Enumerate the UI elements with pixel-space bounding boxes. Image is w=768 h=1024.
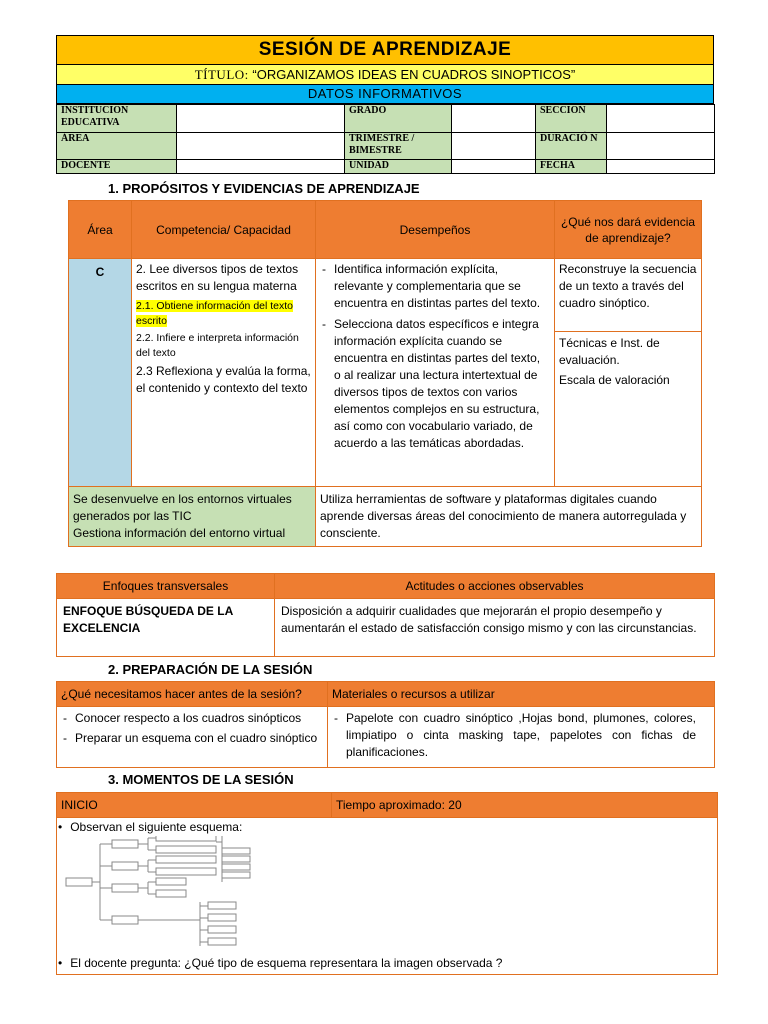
header-evidencia: ¿Qué nos dará evidencia de aprendizaje? [555,201,702,259]
tiempo-header: Tiempo aproximado: 20 [332,793,718,818]
materiales-header: Materiales o recursos a utilizar [328,682,715,707]
materiales-text: - Papelote con cuadro sinóptico ,Hojas bond, plumones, colores, limpiatipo o cinta masking tape, papelotes con fichas de planificaciones. [332,710,710,761]
antes-2: - Preparar un esquema con el cuadro sinóptico [61,730,323,747]
value-grado[interactable] [452,105,536,133]
antes-header: ¿Qué necesitamos hacer antes de la sesión? [57,682,328,707]
value-docente[interactable] [177,160,345,174]
enfoques-header: Enfoques transversales [57,574,275,599]
header-desempenos: Desempeños [316,201,555,259]
label-grado: GRADO [345,105,452,133]
area-cell: C [69,259,132,487]
antes-cell [57,707,328,768]
value-duracion[interactable] [607,133,715,160]
value-seccion[interactable] [607,105,715,133]
tic-cell [69,487,316,547]
value-trimestre[interactable] [452,133,536,160]
page-title: SESIÓN DE APRENDIZAJE [258,39,512,60]
competencia-cell [132,259,316,487]
subtitle-label: TÍTULO: [194,67,249,82]
label-fecha: FECHA [536,160,607,174]
value-unidad[interactable] [452,160,536,174]
enfoque-desc: Disposición a adquirir cualidades que mejorarán el propio desempeño y aumentarán el estado de satisfacción consigo mismo y con las circunstancias. [275,599,715,657]
datos-bar [56,85,714,104]
desempenos-cell [316,259,555,487]
competencia-text: 2. Lee diversos tipos de textos escritos en su lengua materna [136,262,299,293]
bullet-pregunta: • El docente pregunta: ¿Qué tipo de esquema representara la imagen observada ? [58,956,502,970]
actitudes-header: Actitudes o acciones observables [275,574,715,599]
tic-desc: Utiliza herramientas de software y plataformas digitales cuando aprende diversas áreas del conocimiento de manera autorregulada y consciente. [316,487,702,547]
label-unidad: UNIDAD [345,160,452,174]
enfoque-name: ENFOQUE BÚSQUEDA DE LA EXCELENCIA [57,599,275,657]
label-seccion: SECCION [536,105,607,133]
propositos-table [68,200,702,547]
preparacion-table [56,681,715,768]
evidencia-cell: Reconstruye la secuencia de un texto a través del cuadro sinóptico. [555,259,702,332]
header-area: Área [69,201,132,259]
desempeno-2: - Selecciona datos específicos e integra información explícita cuando se encuentra en distintas partes del texto, o al realizar una lectura intertextual de diversos tipos de textos con varios elementos complejos en su estructura, así como con vocabulario variado, de acuerdo a las temáticas abordadas. [320,316,550,452]
enfoques-table [56,573,715,657]
tecnicas-cell [555,332,702,487]
tic-sub: Gestiona información del entorno virtual [73,526,286,540]
value-fecha[interactable] [607,160,715,174]
section3-title: 3. MOMENTOS DE LA SESIÓN [108,772,294,787]
tic-title: Se desenvuelve en los entornos virtuales generados por las TIC [73,492,292,523]
value-institucion[interactable] [177,105,345,133]
escala-text: Escala de valoración [559,373,670,387]
label-trimestre: TRIMESTRE / BIMESTRE [345,133,452,160]
antes-1: - Conocer respecto a los cuadros sinópticos [61,710,323,727]
bullet-observan: • Observan el siguiente esquema: [58,820,242,834]
info-table [56,104,715,174]
title-bar [56,35,714,65]
label-duracion: DURACIÓ N [536,133,607,160]
value-area[interactable] [177,133,345,160]
inicio-header: INICIO [57,793,332,818]
label-institucion: INSTITUCION EDUCATIVA [57,105,177,133]
capacidad-3: 2.3 Reflexiona y evalúa la forma, el contenido y contexto del texto [136,364,311,395]
capacidad-1: 2.1. Obtiene información del texto escrito [136,300,294,327]
datos-label: DATOS INFORMATIVOS [307,86,463,101]
desempeno-1: - Identifica información explícita, relevante y complementaria que se encuentra en distintas partes del texto. [320,261,550,312]
label-docente: DOCENTE [57,160,177,174]
synoptic-diagram [60,836,260,952]
section1-title: 1. PROPÓSITOS Y EVIDENCIAS DE APRENDIZAJE [108,181,420,196]
subtitle-value: “ORGANIZAMOS IDEAS EN CUADROS SINOPTICOS” [252,67,576,82]
section2-title: 2. PREPARACIÓN DE LA SESIÓN [108,662,313,677]
capacidad-2: 2.2. Infiere e interpreta información del texto [136,332,299,359]
tecnicas-text: Técnicas e Inst. de evaluación. [559,336,660,367]
header-competencia: Competencia/ Capacidad [132,201,316,259]
subtitle-bar [56,65,714,85]
label-area: ÁREA [57,133,177,160]
materiales-cell [328,707,715,768]
